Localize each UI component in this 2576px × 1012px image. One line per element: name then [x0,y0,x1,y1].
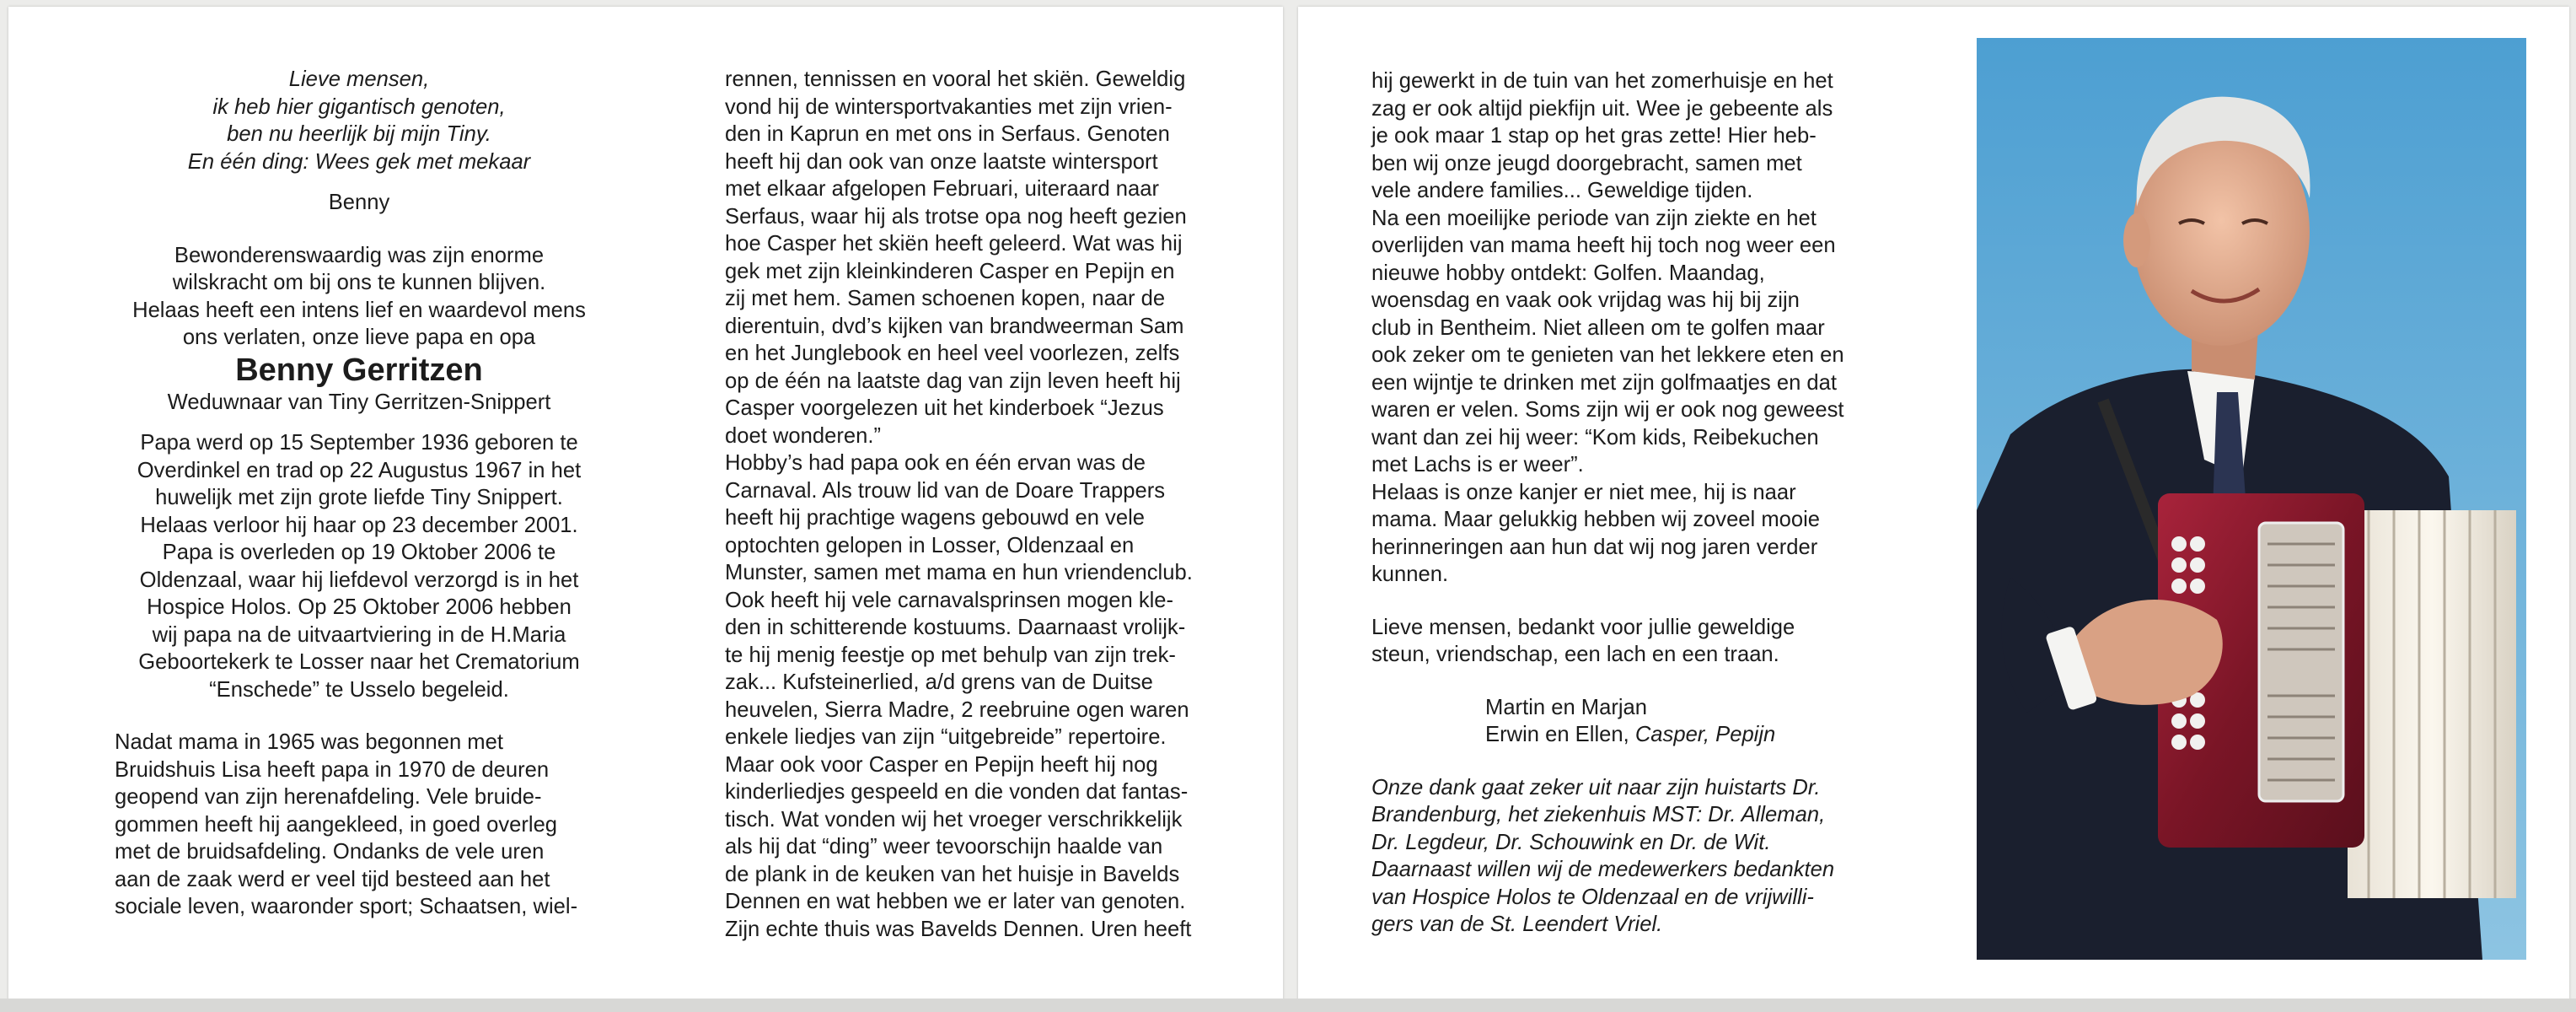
story-line: Bruidshuis Lisa heeft papa in 1970 de deuren [115,757,550,782]
bio-line: “Enschede” te Usselo begeleid. [209,677,509,702]
story-line: heeft hij prachtige wagens gebouwd en vele [725,506,1146,530]
poem-line: En één ding: Wees gek met mekaar [187,149,531,174]
story-line: zij met hem. Samen schoenen kopen, naar de [725,287,1166,310]
story-line: een wijntje te drinken met zijn golfmaatjes en dat [1371,370,1837,395]
portrait-illustration [1977,38,2526,960]
story-part-3 [1371,67,1860,589]
portrait-photo [1977,38,2526,960]
story-line: je ook maar 1 stap op het gras zette! Hier heb- [1371,124,1817,148]
story-line: Carnaval. Als trouw lid van de Doare Trappers [725,478,1166,503]
story-line: Serfaus, waar hij als trotse opa nog heeft gezien [725,204,1187,229]
story-line: op de één na laatste dag van zijn leven heeft hij [725,369,1181,393]
thanks-line: Lieve mensen, bedankt voor jullie geweldige [1371,615,1795,639]
bio-line: Overdinkel en trad op 22 Augustus 1967 in het [137,458,582,482]
ack-line: Daarnaast willen wij de medewerkers bedankten [1371,858,1835,881]
family-line: Martin en Marjan [1485,695,1648,719]
accordion-bellows [2348,510,2516,898]
column-2 [725,66,1222,943]
story-line: aan de zaak werd er veel tijd besteed aan het [115,867,550,891]
story-line: gek met zijn kleinkinderen Casper en Pepijn en [725,259,1175,283]
ack-line: Dr. Legdeur, Dr. Schouwink en Dr. de Wit. [1371,830,1771,854]
thanks-line: steun, vriendschap, een lach en een traan. [1371,643,1779,666]
story-line: geopend van zijn herenafdeling. Vele bruide- [115,785,542,809]
spouse-line: Weduwnaar van Tiny Gerritzen-Snippert [167,390,551,414]
biography [115,429,604,703]
story-line: want dan zei hij weer: “Kom kids, Reibekuchen [1371,425,1819,449]
story-line: vele andere families... Geweldige tijden. [1371,179,1753,202]
story-line: overlijden van mama heeft hij toch nog weer een [1371,234,1836,257]
bio-line: Papa is overleden op 19 Oktober 2006 te [162,541,556,564]
story-line: gommen heeft hij aangekleed, in goed overleg [115,812,558,837]
ear [2123,213,2150,267]
story-line: Maar ook voor Casper en Pepijn heeft hij nog [725,752,1158,777]
story-line: Hobby’s had papa ook en één ervan was de [725,451,1146,475]
scan-bottom-edge [0,999,2576,1012]
intro-line: Helaas heeft een intens lief en waardevol mens [132,298,586,322]
story-line: optochten gelopen in Losser, Oldenzaal en [725,533,1135,557]
story-line: doet wonderen.” [725,423,881,448]
intro-line: wilskracht om bij ons te kunnen blijven. [172,271,546,294]
bio-line: Papa werd op 15 September 1936 geboren te [140,431,578,455]
family-grandchildren: Casper, Pepijn [1634,723,1776,746]
story-line: te hij menig feestje op met behulp van zijn trek- [725,643,1176,667]
story-line: met de bruidsafdeling. Ondanks de vele uren [115,840,545,864]
story-line: tisch. Wat vonden wij het vroeger verschrikkelijk [725,807,1183,832]
family-parents: Erwin en Ellen, [1485,723,1635,746]
ack-line: van Hospice Holos te Oldenzaal en de vrijwilli- [1371,885,1814,909]
story-line: herinneringen aan hun dat wij nog jaren verder [1371,535,1818,559]
story-line: hoe Casper het skiën heeft geleerd. Wat was hij [725,232,1183,256]
story-line: Zijn echte thuis was Bavelds Dennen. Uren heeft [725,917,1192,941]
story-line: den in schitterende kostuums. Daarnaast vrolijk- [725,616,1186,639]
poem-signature: Benny [328,191,390,214]
story-line: met Lachs is er weer”. [1371,453,1584,476]
story-line: dierentuin, dvd’s kijken van brandweerman Sam [725,314,1184,338]
story-line: ook zeker om te genieten van het lekkere eten en [1371,343,1844,367]
story-line: als hij dat “ding” weer tevoorschijn haalde van [725,835,1163,859]
story-line: en het Junglebook en heel veel voorlezen, zelfs [725,342,1180,365]
story-line: rennen, tennissen en vooral het skiën. Geweldig [725,67,1186,91]
story-part-2 [725,66,1222,943]
story-line: kunnen. [1371,563,1449,586]
story-line: kinderliedjes gespeeld en die vonden dat fantas- [725,780,1189,804]
bio-line: Geboortekerk te Losser naar het Crematorium [138,650,580,674]
story-line: club in Bentheim. Niet alleen om te golfen maar [1371,315,1825,340]
intro-line: ons verlaten, onze lieve papa en opa [182,326,536,349]
story-line: Nadat mama in 1965 was begonnen met [115,730,503,754]
story-line: heuvelen, Sierra Madre, 2 reebruine ogen waren [725,697,1189,722]
story-line: den in Kaprun en met ons in Serfaus. Genoten [725,122,1170,146]
story-line: Munster, samen met mama en hun vriendenclub. [725,561,1193,584]
story-line: de plank in de keuken van het huisje in Bavelds [725,862,1180,886]
poem-line: ben nu heerlijk bij mijn Tiny. [227,122,491,146]
story-line: Casper voorgelezen uit het kinderboek “Jezus [725,396,1164,420]
thanks [1371,614,1860,669]
story-line: sociale leven, waaronder sport; Schaatsen, wiel- [115,895,578,918]
bio-line: Helaas verloor hij haar op 23 december 2001. [140,513,578,537]
story-line: Helaas is onze kanjer er niet mee, hij is naar [1371,480,1796,504]
bio-line: wij papa na de uitvaartviering in de H.Maria [152,622,566,647]
story-line: vond hij de wintersportvakanties met zijn vrien- [725,94,1173,119]
acknowledgement [1371,774,1860,939]
deceased-name: Benny Gerritzen [235,352,483,388]
story-line: zak... Kufsteinerlied, a/d grens van de Duitse [725,670,1153,694]
story-line: zag er ook altijd piekfijn uit. Wee je gebeente als [1371,96,1833,121]
story-line: hij gewerkt in de tuin van het zomerhuisje en het [1371,69,1833,93]
ack-line: Brandenburg, het ziekenhuis MST: Dr. Alleman, [1371,803,1826,826]
bio-line: Hospice Holos. Op 25 Oktober 2006 hebben [147,595,572,619]
intro [115,242,604,352]
story-line: Dennen en wat hebben we er later van genoten. [725,890,1186,913]
story-line: Na een moeilijke periode van zijn ziekte en het [1371,206,1817,230]
story-line: heeft hij dan ook van onze laatste wintersport [725,149,1158,174]
family-line [1485,721,1860,749]
story-line: waren er velen. Soms zijn wij er ook nog geweest [1371,398,1844,422]
story-line: met elkaar afgelopen Februari, uiteraard naar [725,177,1160,201]
poem-line: Lieve mensen, [288,67,430,91]
poem [115,66,604,175]
family-signature [1371,694,1860,749]
story-line: Ook heeft hij vele carnavalsprinsen mogen kle- [725,588,1174,612]
column-3 [1371,67,1860,939]
ack-line: gers van de St. Leendert Vriel. [1371,912,1663,936]
poem-line: ik heb hier gigantisch genoten, [212,94,506,119]
story-line: ben wij onze jeugd doorgebracht, samen met [1371,151,1802,175]
story-line: nieuwe hobby ontdekt: Golfen. Maandag, [1371,261,1765,285]
bio-line: huwelijk met zijn grote liefde Tiny Snippert. [155,486,563,509]
intro-line: Bewonderenswaardig was zijn enorme [174,243,545,267]
story-line: enkele liedjes van zijn “uitgebreide” repertoire. [725,725,1167,749]
ack-line: Onze dank gaat zeker uit naar zijn huistarts Dr. [1371,775,1821,799]
story-part-1 [115,729,604,921]
story-line: mama. Maar gelukkig hebben wij zoveel mooie [1371,508,1821,531]
bio-line: Oldenzaal, waar hij liefdevol verzorgd is in het [139,568,579,592]
column-1 [115,66,604,921]
story-line: woensdag en vaak ook vrijdag was hij bij zijn [1371,288,1800,312]
